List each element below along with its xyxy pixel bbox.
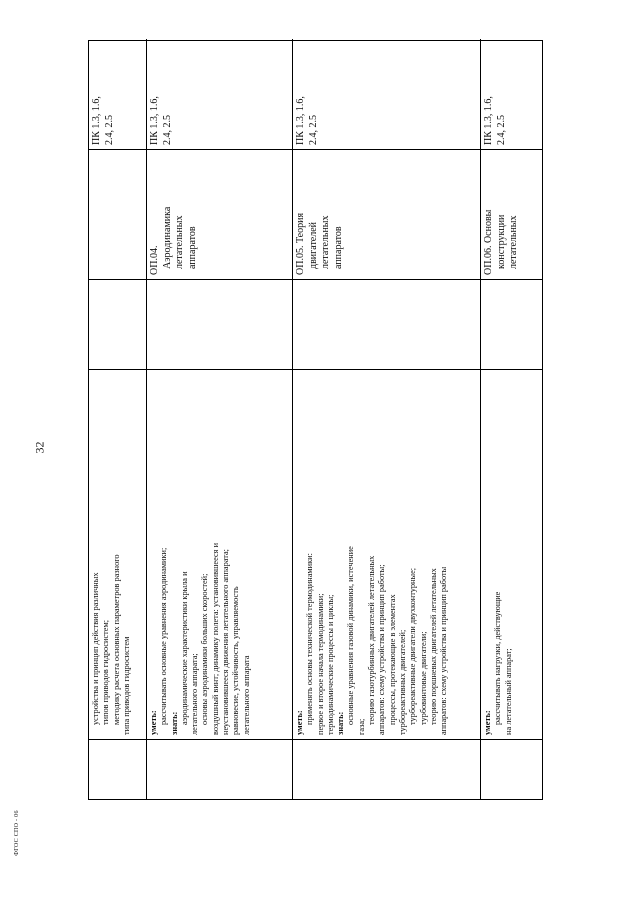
discipline-line: летательных xyxy=(174,215,185,269)
competence-line: ПК 1.3, 1.6, xyxy=(149,96,160,145)
requirement-line: основные уравнения газовой динамики, истечение xyxy=(346,546,356,725)
table-wrapper xyxy=(88,40,543,800)
discipline-line: летательных xyxy=(508,215,519,269)
discipline-cell xyxy=(89,149,146,279)
table-row xyxy=(481,39,542,799)
requirement-line: первое и второе начала термодинамики; xyxy=(315,593,325,735)
requirement-line: типов приводов гидросистем; xyxy=(101,619,111,725)
discipline-line: аппаратов xyxy=(186,226,198,269)
table-row xyxy=(89,39,147,799)
requirement-line: уметь: xyxy=(295,710,304,735)
hours-cell xyxy=(293,279,480,369)
discipline-line: ОП.04. xyxy=(149,245,160,275)
competence-cell xyxy=(89,39,146,149)
requirement-line: аппаратов: схему устройства и принцип работы; xyxy=(377,564,387,735)
competence-line: 2.4, 2.5 xyxy=(307,115,319,145)
requirement-line: уметь: xyxy=(483,710,492,735)
discipline-line: ОП.05. Теория xyxy=(295,212,306,275)
discipline-line: ОП.06. Основы xyxy=(483,209,494,275)
discipline-line: конструкции xyxy=(495,214,507,269)
requirement-line: летательного аппарата xyxy=(241,655,251,735)
table-row xyxy=(293,39,481,799)
requirement-line: турбореактивные двигатели двухконтурные; xyxy=(408,567,418,725)
requirement-line: основы аэродинамики больших скоростей; xyxy=(200,573,210,725)
requirement-line: неустановившееся движения летательного аппарата; xyxy=(221,549,231,735)
competence-line: 2.4, 2.5 xyxy=(495,115,507,145)
requirement-line: на летательный аппарат; xyxy=(503,648,513,735)
requirement-line: теорию поршневых двигателей летательных xyxy=(428,568,438,725)
requirements-cell xyxy=(147,369,292,739)
requirements-cell xyxy=(89,369,146,739)
competency-table xyxy=(88,40,543,800)
requirement-line: летательного аппарата; xyxy=(190,653,200,735)
requirements-cell xyxy=(481,369,542,739)
hours-cell xyxy=(89,279,146,369)
requirement-line: аэродинамические характеристики крыла и xyxy=(179,571,189,725)
requirement-line: устройства и принцип действия различных xyxy=(91,572,100,725)
hours-cell xyxy=(147,279,292,369)
discipline-line: летательных xyxy=(320,215,331,269)
requirement-line: уметь: xyxy=(149,710,158,735)
requirement-line: рассчитывать основные уравнения аэродинамики; xyxy=(159,547,169,725)
hours-cell xyxy=(481,279,542,369)
requirement-line: воздушный винт; динамику полета: установившееся и xyxy=(210,542,220,735)
competence-cell xyxy=(147,39,292,149)
requirement-line: турбовинтовые двигатели; xyxy=(418,631,428,725)
competence-line: 2.4, 2.5 xyxy=(103,115,115,145)
competence-cell xyxy=(293,39,480,149)
requirement-line: процессы, протекающие в элементах xyxy=(387,594,397,725)
table-row xyxy=(147,39,293,799)
requirement-line: турбореактивных двигателей; xyxy=(397,629,407,735)
requirement-line: термодинамические процессы и циклы; xyxy=(325,594,335,735)
requirement-line: типа приводов гидросистем xyxy=(121,636,131,735)
requirement-line: газа; xyxy=(356,718,366,735)
competence-line: ПК 1.3, 1.6, xyxy=(483,96,494,145)
competence-line: ПК 1.3, 1.6, xyxy=(91,96,102,145)
footer-code: ФГОС СПО - 06 xyxy=(13,810,20,856)
discipline-cell xyxy=(147,149,292,279)
discipline-cell xyxy=(293,149,480,279)
competence-line: 2.4, 2.5 xyxy=(161,115,173,145)
requirement-line: знать: xyxy=(336,711,346,735)
requirement-line: равновесие, устойчивость, управляемость xyxy=(231,586,241,735)
requirements-cell xyxy=(293,369,480,739)
requirement-line: применять основы технической термодинамики: xyxy=(305,553,315,725)
requirement-line: теорию газотурбинных двигателей летательных xyxy=(367,555,377,725)
requirement-line: методику расчета основных параметров разного xyxy=(111,554,121,725)
discipline-line: двигателей xyxy=(307,221,319,269)
discipline-line: аппаратов xyxy=(332,226,344,269)
index-cell xyxy=(293,739,480,799)
competence-cell xyxy=(481,39,542,149)
index-cell xyxy=(481,739,542,799)
competence-line: ПК 1.3, 1.6, xyxy=(295,96,306,145)
index-cell xyxy=(147,739,292,799)
requirement-line: знать: xyxy=(169,711,179,735)
page-number: 32 xyxy=(32,441,47,454)
requirement-line: рассчитывать нагрузки, действующие xyxy=(493,591,503,725)
requirement-line: аппаратов: схему устройства и принцип работы xyxy=(439,566,449,735)
discipline-line: Аэродинамика xyxy=(161,206,173,269)
discipline-cell xyxy=(481,149,542,279)
index-cell xyxy=(89,739,146,799)
